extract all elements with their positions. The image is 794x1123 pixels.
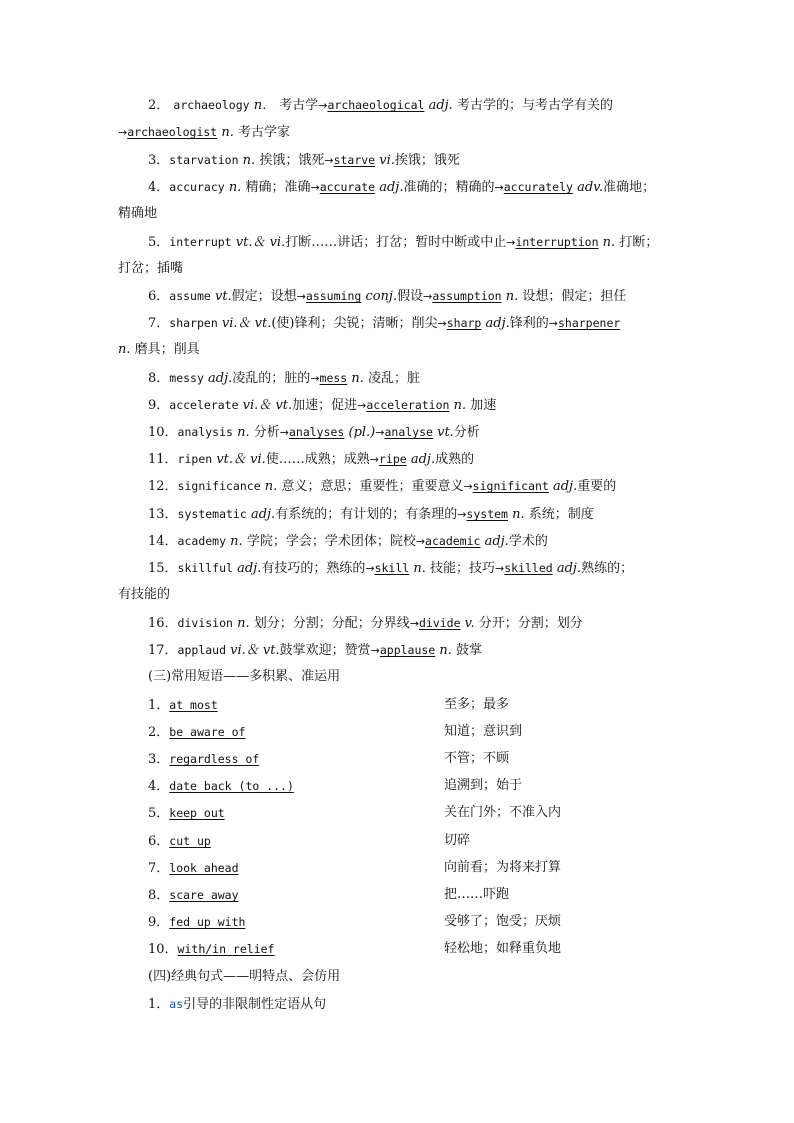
- part-of-speech: adj.: [208, 371, 233, 386]
- vocab-item-2-cont: [118, 123, 678, 142]
- part-of-speech: n.: [228, 180, 242, 195]
- item-number: 11．: [148, 452, 178, 467]
- item-number: 5．: [148, 235, 170, 250]
- phrase-zh: 追溯到；始于: [444, 778, 523, 793]
- arrow-icon: →: [506, 236, 516, 249]
- item-number: 12．: [148, 479, 178, 494]
- part-of-speech: n.: [505, 289, 519, 304]
- arrow-icon: →: [324, 154, 334, 167]
- meaning: 学术的: [508, 534, 548, 549]
- meaning: 分开；分割；划分: [478, 616, 583, 631]
- part-of-speech: n.: [242, 153, 256, 168]
- meaning: 分析: [253, 425, 280, 440]
- vocab-item-4: [148, 178, 708, 197]
- meaning: 鼓掌: [456, 643, 483, 658]
- word: skillful: [177, 561, 233, 575]
- meaning: 技能；技巧: [429, 561, 495, 576]
- item-number: 10．: [148, 425, 178, 440]
- item-number: 1．: [148, 997, 170, 1012]
- section-heading-phrases: (三)常用短语——多积累、准运用: [148, 669, 341, 684]
- part-of-speech: adv.: [577, 180, 604, 195]
- vocab-item-15-cont: [118, 586, 678, 604]
- item-number: 15．: [148, 561, 178, 576]
- item-number: 7．: [148, 316, 170, 331]
- item-number: 1．: [148, 698, 170, 713]
- derived-word: skilled: [504, 561, 553, 575]
- arrow-icon: →: [495, 562, 505, 575]
- part-of-speech: n.: [118, 342, 131, 357]
- arrow-icon: →: [365, 562, 375, 575]
- derived-word: assuming: [305, 289, 362, 303]
- meaning: 系统；制度: [528, 507, 594, 522]
- phrase-en: at most: [169, 698, 218, 712]
- derived-word: analyse: [384, 425, 433, 439]
- meaning: 挨饿；饿死: [259, 153, 325, 168]
- item-number: 2．: [148, 725, 170, 740]
- meaning: 挨饿；饿死: [394, 153, 460, 168]
- vocab-item-5-cont: [118, 260, 678, 278]
- arrow-icon: →: [548, 317, 558, 330]
- derived-word: academic: [425, 534, 481, 548]
- phrase-en: fed up with: [169, 915, 246, 929]
- arrow-icon: →: [318, 99, 328, 112]
- derived-word: applause: [379, 643, 436, 657]
- vocab-item-14: [148, 532, 708, 551]
- derived-word: starve: [333, 153, 376, 167]
- meaning: 有技巧的；熟练的: [261, 561, 366, 576]
- derived-word: archaeological: [327, 98, 425, 112]
- part-of-speech: conj.: [365, 289, 398, 304]
- keyword: as: [169, 997, 184, 1011]
- vocab-item-10: [148, 423, 708, 442]
- meaning: 熟练的；: [581, 561, 634, 576]
- item-number: 8．: [148, 371, 170, 386]
- meaning: 成熟的: [435, 452, 475, 467]
- phrase-en: regardless of: [169, 752, 260, 766]
- vocab-item-9: [148, 396, 708, 415]
- item-number: 6．: [148, 289, 170, 304]
- sentence-description: 引导的非限制性定语从句: [183, 997, 327, 1012]
- vocab-item-11: [148, 450, 708, 469]
- part-of-speech: vi.＆ vt.: [242, 398, 293, 413]
- vocab-item-7-cont: [118, 341, 678, 359]
- phrase-zh: 知道；意识到: [444, 724, 523, 739]
- plural-note: (pl.): [348, 425, 376, 440]
- arrow-icon: →: [369, 453, 380, 466]
- arrow-icon: →: [375, 426, 385, 439]
- vocab-item-4-cont: [118, 205, 678, 223]
- vocab-item-5: [148, 233, 708, 252]
- meaning: 打断……讲话；打岔；暂时中断或中止: [285, 235, 507, 250]
- vocab-item-15: [148, 559, 708, 578]
- part-of-speech: vi.＆ vt.: [230, 643, 280, 658]
- arrow-icon: →: [370, 644, 380, 657]
- phrase-en: be aware of: [169, 725, 246, 739]
- item-number: 14．: [148, 534, 178, 549]
- vocab-item-8: [148, 369, 708, 388]
- part-of-speech: adj.: [552, 479, 578, 494]
- part-of-speech: n.: [512, 507, 525, 522]
- item-number: 3．: [148, 153, 170, 168]
- word: applaud: [177, 643, 227, 657]
- sentence-item-1: [148, 995, 708, 1014]
- derived-word: ripe: [379, 452, 407, 466]
- section-heading-sentences: (四)经典句式——明特点、会仿用: [148, 969, 341, 984]
- arrow-icon: →: [423, 290, 433, 303]
- meaning: 凌乱的；脏的: [232, 371, 311, 386]
- word: starvation: [169, 153, 239, 167]
- meaning: 考古学家: [238, 125, 291, 140]
- vocab-item-13: [148, 505, 708, 524]
- arrow-icon: →: [409, 617, 419, 630]
- meaning: 重要的: [577, 479, 617, 494]
- part-of-speech: n.: [264, 479, 278, 494]
- word: significance: [177, 479, 261, 493]
- meaning: 考古学的；与考古学有关的: [456, 98, 613, 113]
- arrow-icon: →: [437, 317, 447, 330]
- part-of-speech: vt.＆ vi.: [216, 452, 266, 467]
- derived-word: accurate: [319, 180, 376, 194]
- meaning: 加速；促进: [292, 398, 358, 413]
- phrase-zh: 受够了；饱受；厌烦: [444, 914, 562, 929]
- phrase-en: cut up: [169, 834, 211, 848]
- part-of-speech: n.: [453, 398, 467, 413]
- phrase-zh: 向前看；为将来打算: [444, 860, 562, 875]
- derived-word: mess: [319, 371, 348, 385]
- part-of-speech: vt.: [214, 289, 232, 304]
- meaning: 有技能的: [118, 587, 171, 602]
- vocab-item-12: [148, 477, 708, 496]
- part-of-speech: vt.＆ vi.: [235, 235, 286, 250]
- item-number: 5．: [148, 806, 170, 821]
- vocab-item-3: [148, 151, 708, 170]
- arrow-icon: →: [310, 372, 320, 385]
- derived-word: assumption: [432, 289, 502, 303]
- arrow-icon: →: [279, 426, 289, 439]
- phrase-en: keep out: [169, 806, 225, 820]
- meaning: 加速: [470, 398, 497, 413]
- meaning: 设想；假定；担任: [522, 289, 627, 304]
- part-of-speech: adj.: [250, 507, 276, 522]
- derived-word: analyses: [288, 425, 345, 439]
- meaning: 打岔；插嘴: [118, 261, 184, 276]
- meaning: 使……成熟；成熟: [265, 452, 370, 467]
- derived-word: system: [466, 507, 508, 521]
- arrow-icon: →: [463, 480, 473, 493]
- word: division: [177, 616, 233, 630]
- part-of-speech: n．: [253, 98, 276, 113]
- meaning: 锋利的: [509, 316, 549, 331]
- derived-word: divide: [418, 616, 461, 630]
- word: messy: [169, 371, 204, 385]
- part-of-speech: adj.: [556, 561, 582, 576]
- derived-word: skill: [374, 561, 410, 575]
- part-of-speech: n.: [351, 371, 364, 386]
- derived-word: significant: [472, 479, 549, 493]
- arrow-icon: →: [296, 290, 306, 303]
- derived-word: sharp: [446, 316, 482, 330]
- meaning: 准确地；: [603, 180, 656, 195]
- meaning: 凌乱；脏: [368, 371, 421, 386]
- derived-word: acceleration: [366, 398, 450, 412]
- part-of-speech: vi.: [379, 153, 395, 168]
- word: accuracy: [169, 180, 225, 194]
- word: sharpen: [169, 316, 218, 330]
- phrase-en: scare away: [169, 888, 239, 902]
- item-number: 17．: [148, 643, 178, 658]
- part-of-speech: n.: [230, 534, 243, 549]
- arrow-icon: →: [415, 535, 426, 548]
- part-of-speech: adj.: [410, 452, 436, 467]
- item-number: 10．: [148, 942, 178, 957]
- part-of-speech: n.: [237, 425, 250, 440]
- phrase-en: look ahead: [169, 861, 239, 875]
- meaning: 精确；准确: [245, 180, 311, 195]
- phrase-en: date back (to ...): [169, 779, 294, 793]
- meaning: 意义；意思；重要性；重要意义: [281, 479, 464, 494]
- vocab-item-7: [148, 314, 708, 333]
- phrase-zh: 把……吓跑: [444, 887, 510, 902]
- phrase-zh: 至多；最多: [444, 697, 510, 712]
- derived-word: archaeologist: [127, 125, 218, 139]
- item-number: 8．: [148, 888, 170, 903]
- part-of-speech: adj.: [484, 534, 509, 549]
- item-number: 9．: [148, 915, 170, 930]
- part-of-speech: n.: [439, 643, 452, 658]
- meaning: 假设: [397, 289, 424, 304]
- arrow-icon: →: [494, 181, 504, 194]
- vocab-item-6: [148, 287, 708, 306]
- item-number: 9．: [148, 398, 170, 413]
- derived-word: accurately: [503, 180, 573, 194]
- phrase-zh: 切碎: [444, 833, 471, 848]
- part-of-speech: adj.: [237, 561, 262, 576]
- meaning: (使)锋利；尖锐；清晰；削尖: [271, 316, 438, 331]
- derived-word: sharpener: [557, 316, 621, 330]
- word: academy: [177, 534, 227, 548]
- meaning: 分析: [453, 425, 480, 440]
- arrow-icon: →: [118, 126, 128, 139]
- item-number: 2．: [148, 98, 170, 113]
- vocab-item-16: [148, 614, 708, 633]
- item-number: 7．: [148, 861, 170, 876]
- item-number: 6．: [148, 834, 170, 849]
- part-of-speech: vi.＆ vt.: [221, 316, 272, 331]
- word: systematic: [177, 507, 247, 521]
- part-of-speech: n.: [413, 561, 426, 576]
- meaning: 考古学: [279, 98, 319, 113]
- phrase-zh: 不管；不顾: [444, 751, 510, 766]
- meaning: 有系统的；有计划的；有条理的: [275, 507, 458, 522]
- word: assume: [169, 289, 211, 303]
- word: ripen: [177, 452, 213, 466]
- word: analysis: [177, 425, 233, 439]
- part-of-speech: vt.: [437, 425, 454, 440]
- part-of-speech: n.: [221, 125, 234, 140]
- part-of-speech: adj.: [485, 316, 510, 331]
- item-number: 16．: [148, 616, 178, 631]
- meaning: 假定；设想: [231, 289, 297, 304]
- phrase-zh: 关在门外；不准入内: [444, 805, 562, 820]
- meaning: 划分；分割；分配；分界线: [253, 616, 410, 631]
- item-number: 3．: [148, 752, 170, 767]
- item-number: 4．: [148, 180, 170, 195]
- phrase-en: with/in relief: [177, 942, 275, 956]
- part-of-speech: adj.: [428, 98, 453, 113]
- meaning: 打断；: [619, 235, 659, 250]
- phrase-zh: 轻松地；如释重负地: [444, 941, 562, 956]
- meaning: 精确地: [118, 206, 158, 221]
- part-of-speech: adj.: [379, 180, 404, 195]
- derived-word: interruption: [515, 235, 599, 249]
- vocab-item-17: [148, 641, 708, 660]
- part-of-speech: n.: [602, 235, 616, 250]
- arrow-icon: →: [357, 399, 367, 412]
- meaning: 准确的；精确的: [403, 180, 495, 195]
- word: archaeology: [173, 98, 250, 112]
- part-of-speech: n.: [237, 616, 250, 631]
- word: accelerate: [169, 398, 239, 412]
- part-of-speech: v.: [464, 616, 475, 631]
- arrow-icon: →: [310, 181, 320, 194]
- meaning: 鼓掌欢迎；赞赏: [279, 643, 371, 658]
- word: interrupt: [169, 235, 232, 249]
- item-number: 4．: [148, 779, 170, 794]
- item-number: 13．: [148, 507, 178, 522]
- vocab-item-2: [148, 96, 708, 115]
- arrow-icon: →: [457, 508, 467, 521]
- meaning: 学院；学会；学术团体；院校: [246, 534, 416, 549]
- meaning: 磨具；削具: [134, 342, 200, 357]
